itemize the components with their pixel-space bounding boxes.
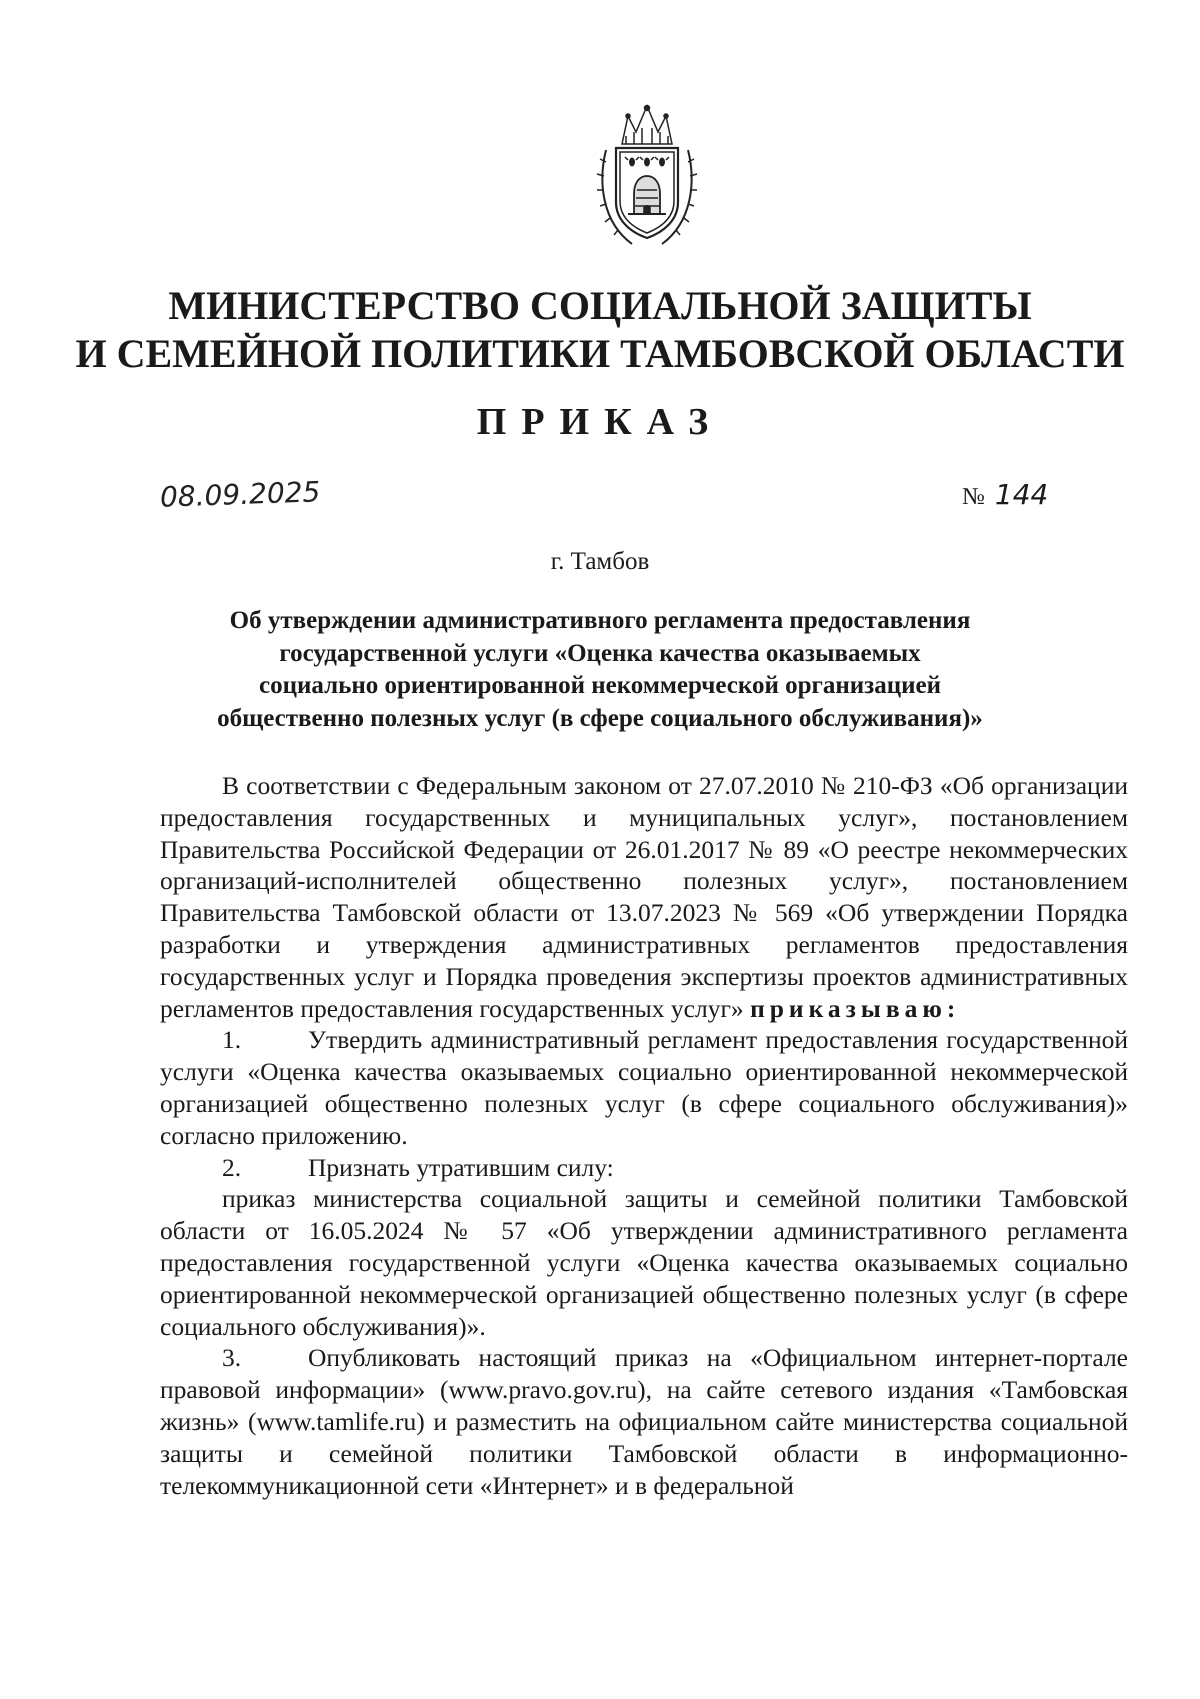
document-type-title: ПРИКАЗ [476, 401, 724, 443]
ministry-name [0, 282, 1200, 378]
subject-line: общественно полезных услуг (в сфере социального обслуживания)» [217, 704, 983, 732]
order-word: приказываю: [750, 993, 961, 1023]
coat-of-arms-emblem [592, 102, 702, 252]
subject-line: государственной услуги «Оценка качества оказываемых [279, 639, 921, 667]
item-2-sub-text: приказ министерства социальной защиты и семейной политики Тамбовской области от 16.05.2024 № 57 «Об утверждении административного регламента предоставления государственной услуги «Оценка качества оказываемых социально ориентированной некоммерческой организацией общественно полезных услуг (в сфере социального обслуживания)». [160, 1184, 1128, 1341]
number-sign: № [962, 484, 985, 510]
item-3-text: Опубликовать настоящий приказ на «Официальном интернет-портале правовой информации» (www.pravo.gov.ru), на сайте сетевого издания «Тамбовская жизнь» (www.tamlife.ru) и разместить на официальном сайте министерства социальной защиты и семейной политики Тамбовской области в информационно-телекоммуникационной сети «Интернет» и в федеральной [160, 1343, 1128, 1500]
subject-line: Об утверждении административного регламента предоставления [229, 607, 971, 634]
document-date: 08.09.2025 [159, 475, 321, 514]
item-3-paragraph [160, 1342, 1128, 1501]
preamble-paragraph [160, 770, 1128, 1024]
preamble-text: В соответствии с Федеральным законом от 27.07.2010 № 210-ФЗ «Об организации предоставления государственных и муниципальных услуг», постановлением Правительства Российской Федерации от 26.01.2017 № 89 «О реестре некоммерческих организаций-исполнителей общественно полезных услуг», постановлением Правительства Тамбовской области от 13.07.2023 № 569 «Об утверждении Порядка разработки и утверждения административных регламентов предоставления государственных услуг и Порядка проведения экспертизы проектов административных регламентов предоставления государственных услуг» [160, 771, 1128, 1023]
document-number [962, 478, 1048, 511]
document-body [160, 770, 1128, 1501]
subject-line: социально ориентированной некоммерческой организацией [258, 672, 942, 699]
number-value: 144 [994, 478, 1049, 511]
item-2-paragraph [160, 1152, 1128, 1184]
ministry-name-line1: МИНИСТЕРСТВО СОЦИАЛЬНОЙ ЗАЩИТЫ [168, 283, 1032, 328]
item-1-text: Утвердить административный регламент предоставления государственной услуги «Оценка качества оказываемых социально ориентированной некоммерческой организацией общественно полезных услуг (в сфере социального обслуживания)» согласно приложению. [160, 1025, 1128, 1150]
item-3-number: 3. [222, 1343, 242, 1373]
item-2-text: Признать утратившим силу: [308, 1152, 614, 1182]
item-2-sub-paragraph [160, 1183, 1128, 1342]
item-2-number: 2. [222, 1152, 242, 1182]
item-1-paragraph [160, 1024, 1128, 1151]
item-1-number: 1. [222, 1025, 242, 1055]
ministry-name-line2: И СЕМЕЙНОЙ ПОЛИТИКИ ТАМБОВСКОЙ ОБЛАСТИ [75, 331, 1125, 376]
city-line: г. Тамбов [550, 548, 650, 575]
document-subject [150, 605, 1050, 735]
